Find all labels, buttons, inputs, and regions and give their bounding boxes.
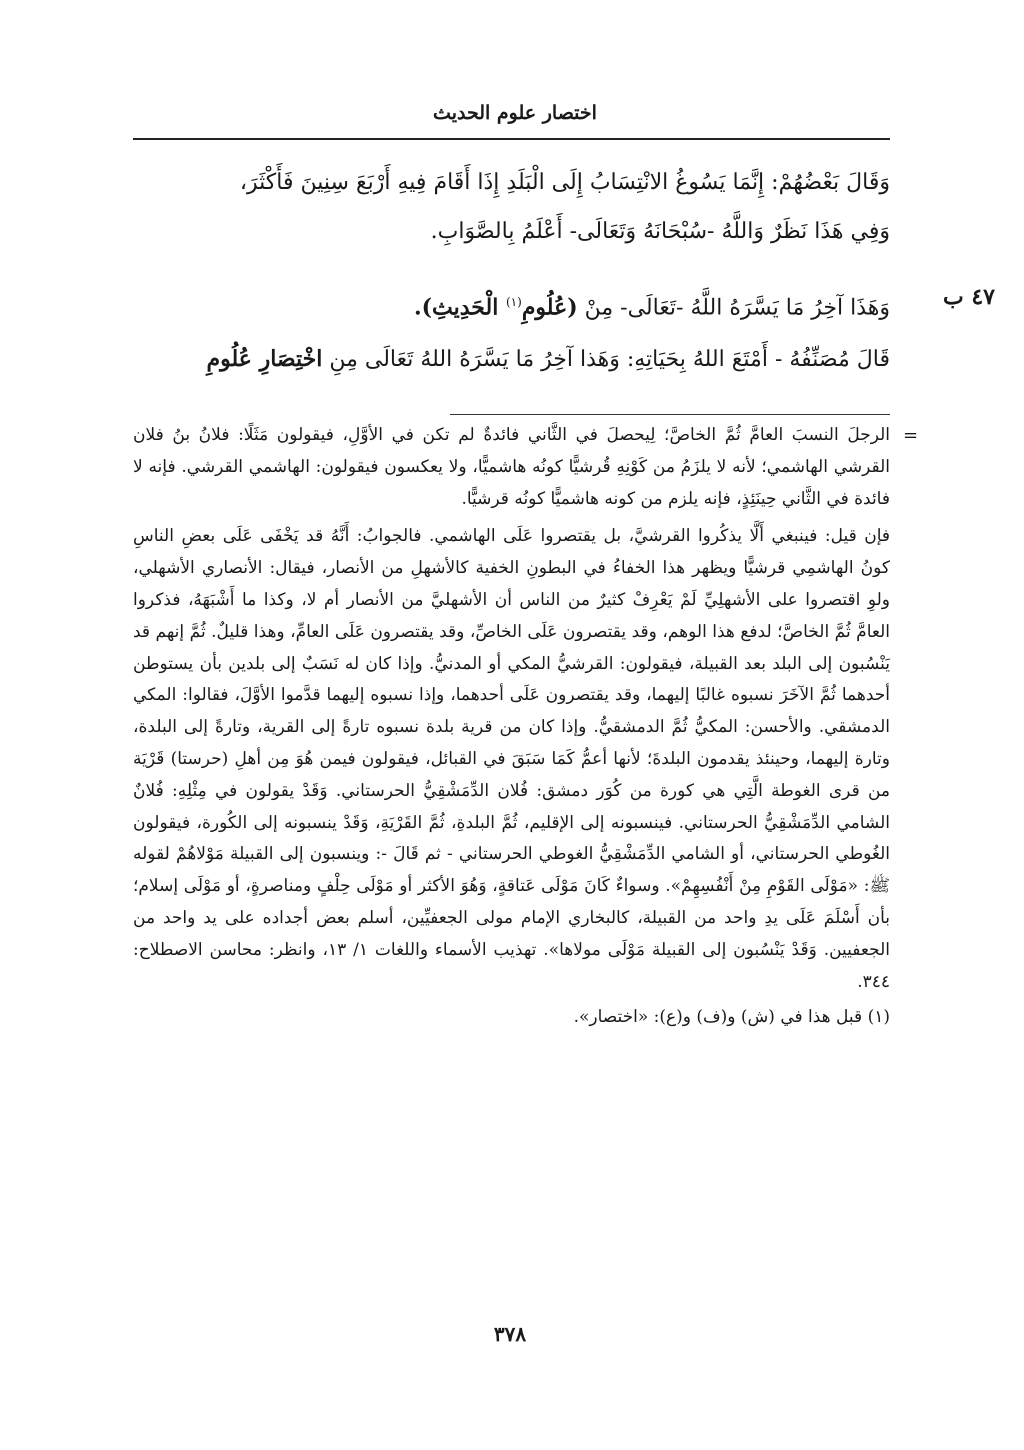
footnotes (133, 420, 919, 1034)
running-header: اختصار علوم الحديث (433, 102, 597, 124)
line3-text: وَهَذَا آخِرُ مَا يَسَّرَهُ اللَّهُ -تَعَالَى- مِنْ (577, 295, 890, 321)
line4-text: قَالَ مُصَنِّفُهُ - أَمْتَعَ اللهُ بِحَيَاتِهِ: وَهَذا آخِرُ مَا يَسَّرَهُ اللهُ تَعَالَى مِنِ (322, 347, 890, 372)
page-number: ٣٧٨ (493, 1322, 527, 1346)
note-paragraph-1: الرجلَ النسبَ العامَّ ثُمَّ الخاصَّ؛ لِيحصلَ في الثَّاني فائدةٌ لم تكن في الأوَّلِ، فيقولون مَثَلًا: فلانُ بنُ فلان القرشي الهاشمي؛ لأنه لا يلزَمُ من كَوْنِهِ قُرشيًّا كونُه هاشميًّا، ولا يعكسون فيقولون: الهاشمي القرشي. فإنه لا فائدة في الثَّاني حِينَئِذٍ، فإنه يلزم من كونه هاشميًّا كونُه قرشيًّا. (133, 425, 890, 509)
folio-marker: ٤٧ ب (942, 284, 995, 310)
note-paragraph-2: فإن قيل: فينبغي أَلَّا يذكُروا القرشيَّ، بل يقتصروا عَلَى الهاشمي. فالجوابُ: أَنَّهُ قد يَخْفَى عَلَى بعضِ الناسِ كونُ الهاشمِي قرشيًّا ويظهر هذا الخفاءُ في البطونِ الخفية كالأشهلِ من الأنصار، فيقال: الأنصاري الأشهلي، ولوِ اقتصروا على الأشهلِيِّ لَمْ يَعْرِفْ كثيرٌ من الناس أن الأشهليَّ من الأنصار أم لا، وكذا ما أَشْبَهَهُ، فذكروا العامَّ ثُمَّ الخاصَّ؛ لدفع هذا الوهم، وقد يقتصرون عَلَى الخاصِّ، وقد يقتصرون عَلَى العامِّ، وهذا قليلٌ. ثُمَّ إنهم قد يَنْسُبون إلى البلد بعد القبيلة، فيقولون: القرشيُّ المكي أو المدنيُّ. وإذا كان له نَسَبٌ إلى بلدين بأن يستوطن أحدهما ثُمَّ الآخَرَ نسبوه غالبًا إليهما، وقد يقتصرون عَلَى أحدهما، وإذا نسبوه إليهما قدَّموا الأوَّلَ، فقالوا: المكي الدمشقي. والأحسن: المكيُّ ثُمَّ الدمشقيُّ. وإذا كان من قرية بلدة نسبوه تارةً إلى القرية، وتارةً إلى البلدة، وتارة إليهما، وحينئذ يقدمون البلدةَ؛ لأنها أعمُّ كَمَا سَبَقَ في القبائل، فيقولون فيمن هُوَ مِن أهلِ (حرستا) قَرْيَة من قرى الغوطة الَّتِي هي كورة من كُوَر دمشق: فُلان الدِّمَشْقِيُّ الحرستاني. وَقَدْ يقولون في مِثْلِهِ: فُلانٌ الشامي الدِّمَشْقِيُّ الحرستاني. فينسبونه إلى الإقليم، ثُمَّ البلدةِ، ثُمَّ القَرْيَةِ، وَقَدْ ينسبونه إلى الكُورة، فيقولون الغُوطي الحرستاني، أو الشامي الدِّمَشْقِيُّ الغوطي الحرستاني - ثم قَالَ -: وينسبون إلى القبيلة مَوْلاهُمْ لقوله ﷺ: «مَوْلَى القَوْمِ مِنْ أَنْفُسِهِمْ». وسواءٌ كَانَ مَوْلَى عَتاقةٍ، وَهُوَ الأكثر أو مَوْلَى حِلْفٍ ومناصرةٍ، أو مَوْلَى إسلام؛ بأن أَسْلَمَ عَلَى يدِ واحد من القبيلة، كالبخاري الإمام مولى الجعفيِّين، أسلم بعض أجداده على يد واحد من الجعفيين. وَقَدْ يَنْسُبون إلى القبيلة مَوْلَى مولاها». تهذيب الأسماء واللغات ١/ ١٣، وانظر: محاسن الاصطلاح: ٣٤٤. (133, 526, 890, 992)
main-text-line-4 (133, 335, 890, 384)
main-text-line-3 (133, 278, 890, 332)
header-rule (133, 138, 890, 140)
footnote-rule (450, 414, 890, 415)
main-text-line-1: وَقَالَ بَعْضُهُمْ: إِنَّمَا يَسُوغُ الانْتِسَابُ إِلَى الْبَلَدِ إِذَا أَقَامَ فِيهِ أَرْبَعَ سِنِينَ فَأَكْثَرَ، (239, 170, 890, 195)
book-title-part-2: الْحَدِيثِ). (413, 294, 506, 321)
line4-bold: اخْتِصَارِ عُلُومِ (206, 346, 323, 372)
main-text-line-2: وَفِي هَذَا نَظَرٌ وَاللَّهُ -سُبْحَانَهُ وَتَعَالَى- أَعْلَمُ بِالصَّوَابِ. (430, 219, 890, 244)
footnote-1: (١) قبل هذا في (ش) و(ف) و(ع): «اختصار». (573, 1007, 890, 1028)
continuation-mark: = (903, 425, 919, 446)
footnote-ref-1: (١) (505, 295, 522, 309)
book-title-part-1: (عُلُومِ (521, 294, 578, 321)
